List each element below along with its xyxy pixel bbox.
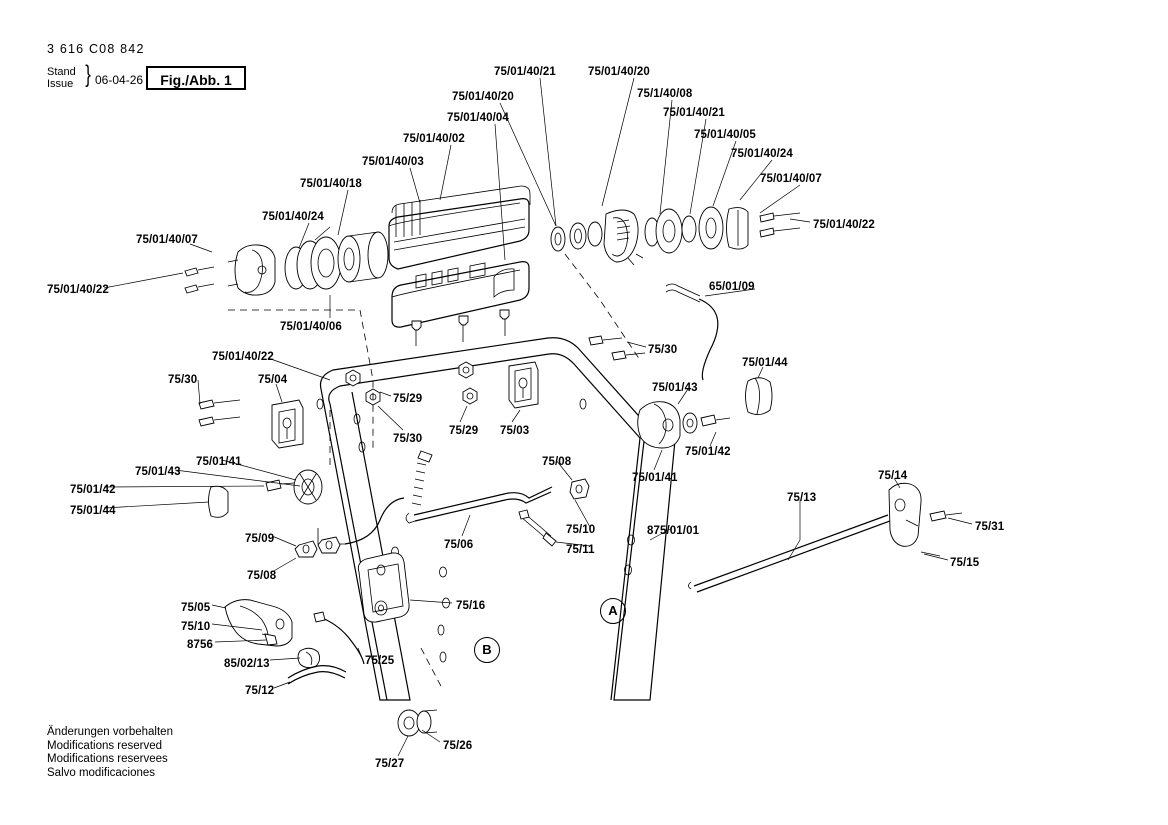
label-75-01-40-04: 75/01/40/04 xyxy=(447,112,509,124)
label-75-26: 75/26 xyxy=(443,740,473,752)
label-75-27: 75/27 xyxy=(375,758,405,770)
label-75-01-43-left: 75/01/43 xyxy=(135,466,181,478)
label-75-06: 75/06 xyxy=(444,539,474,551)
label-75-01-40-24-right: 75/01/40/24 xyxy=(731,148,793,160)
label-75-01-40-21-top: 75/01/40/21 xyxy=(494,66,556,78)
label-75-01-40-22-left: 75/01/40/22 xyxy=(47,284,109,296)
figure-label: Fig./Abb. 1 xyxy=(160,72,232,88)
disclaimer-en: Modifications reserved xyxy=(47,739,163,752)
label-8756: 8756 xyxy=(187,639,213,651)
label-75-1-40-08: 75/1/40/08 xyxy=(637,88,693,100)
label-75-01-40-07-right: 75/01/40/07 xyxy=(760,173,822,185)
label-75-10-left: 75/10 xyxy=(181,621,211,633)
disclaimer-fr: Modifications reservees xyxy=(47,753,168,765)
label-75-30-left: 75/30 xyxy=(168,374,198,386)
disclaimer-es: Salvo modificaciones xyxy=(47,766,156,779)
label-75-01-44-right: 75/01/44 xyxy=(742,357,788,369)
label-75-05: 75/05 xyxy=(181,602,211,614)
stand-date: 06-04-26 xyxy=(95,73,144,87)
label-75-01-40-20: 75/01/40/20 xyxy=(452,91,514,103)
label-75-03: 75/03 xyxy=(500,425,530,437)
brace-glyph: } xyxy=(85,61,91,88)
label-75-13: 75/13 xyxy=(787,492,817,504)
label-75-12: 75/12 xyxy=(245,685,275,697)
label-75-01-41-left: 75/01/41 xyxy=(196,456,242,468)
label-75-31: 75/31 xyxy=(975,521,1005,533)
label-75-01-44-left: 75/01/44 xyxy=(70,505,116,517)
callout-b: B xyxy=(474,637,500,663)
label-75-08-left: 75/08 xyxy=(247,570,277,582)
label-75-01-42-left: 75/01/42 xyxy=(70,484,116,496)
disclaimer-de: Änderungen vorbehalten xyxy=(47,726,173,738)
label-65-01-09: 65/01/09 xyxy=(709,281,755,293)
label-75-01-40-05: 75/01/40/05 xyxy=(694,129,756,141)
label-75-29-b: 75/29 xyxy=(449,425,479,437)
label-75-30-right: 75/30 xyxy=(648,344,678,356)
label-75-30-mid: 75/30 xyxy=(393,433,423,445)
issue-label: Issue xyxy=(47,78,74,90)
label-75-01-40-02: 75/01/40/02 xyxy=(403,133,465,145)
label-75-01-40-07-left: 75/01/40/07 xyxy=(136,234,198,246)
label-75-08-right: 75/08 xyxy=(542,456,572,468)
label-75-01-43-right: 75/01/43 xyxy=(652,382,698,394)
label-75-04: 75/04 xyxy=(258,374,288,386)
label-75-01-40-20-top: 75/01/40/20 xyxy=(588,66,650,78)
part-number: 3 616 C08 842 xyxy=(47,42,145,56)
label-75-10-right: 75/10 xyxy=(566,524,596,536)
label-75-01-40-21: 75/01/40/21 xyxy=(663,107,725,119)
label-75-01-40-03: 75/01/40/03 xyxy=(362,156,424,168)
label-75-01-40-22-right: 75/01/40/22 xyxy=(813,219,875,231)
label-75-14: 75/14 xyxy=(878,470,908,482)
label-75-09: 75/09 xyxy=(245,533,275,545)
label-75-01-40-18: 75/01/40/18 xyxy=(300,178,362,190)
label-75-11: 75/11 xyxy=(566,544,595,556)
stand-label: Stand xyxy=(47,66,76,78)
label-75-16: 75/16 xyxy=(456,600,486,612)
label-75-01-40-22-mid: 75/01/40/22 xyxy=(212,351,274,363)
label-75-25: 75/25 xyxy=(365,655,395,667)
label-75-01-40-06: 75/01/40/06 xyxy=(280,321,342,333)
label-85-02-13: 85/02/13 xyxy=(224,658,270,670)
label-75-01-40-24-left: 75/01/40/24 xyxy=(262,211,324,223)
label-75-01-42-right: 75/01/42 xyxy=(685,446,731,458)
label-75-15: 75/15 xyxy=(950,557,980,569)
label-75-29-a: 75/29 xyxy=(393,393,423,405)
label-875-01-01: 875/01/01 xyxy=(647,525,700,537)
disclaimer-block xyxy=(47,726,173,780)
label-75-01-41-right: 75/01/41 xyxy=(632,472,678,484)
callout-a: A xyxy=(600,598,626,624)
